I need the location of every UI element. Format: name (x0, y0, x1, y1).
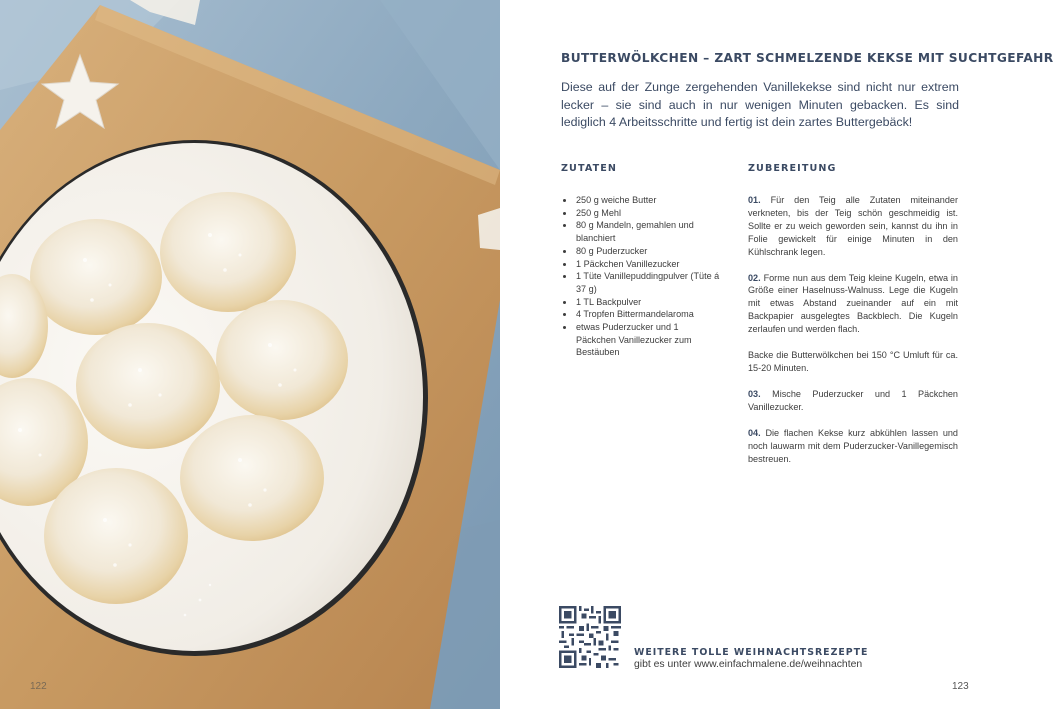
preparation-steps (748, 194, 958, 465)
preparation-step (748, 427, 958, 466)
ingredient-item: 80 g Puderzucker (561, 245, 721, 258)
preparation-heading: ZUBEREITUNG (748, 163, 837, 174)
ingredient-item: 1 Päckchen Vanillezucker (561, 258, 721, 271)
ingredients-column (561, 163, 721, 359)
right-page (500, 0, 1054, 709)
preparation-step (748, 349, 958, 375)
ingredient-item: 250 g Mehl (561, 207, 721, 220)
ingredient-item: etwas Puderzucker und 1 Päckchen Vanillezucker zum Bestäuben (561, 321, 721, 359)
step-number: 03. (748, 388, 761, 399)
preparation-step (748, 388, 958, 414)
ingredient-item: 1 TL Backpulver (561, 296, 721, 309)
footer-heading: WEITERE TOLLE WEIHNACHTSREZEPTE (634, 647, 869, 658)
ingredient-item: 80 g Mandeln, gemahlen und blanchiert (561, 219, 721, 244)
preparation-column (748, 163, 958, 478)
step-text: Forme nun aus dem Teig kleine Kugeln, etwa in Größe einer Haselnuss-Walnuss. Lege die Kugeln mit etwas Abstand zueinander auf ein mit Backpapier ausgelegtes Backblech. Die Kugeln zerlaufen und werden flach. (748, 272, 958, 335)
step-text: Backe die Butterwölkchen bei 150 °C Umluft für ca. 15-20 Minuten. (748, 350, 958, 373)
ingredients-list (561, 194, 721, 359)
qr-code-icon[interactable] (559, 606, 621, 668)
step-number: 04. (748, 427, 761, 438)
ingredient-item: 250 g weiche Butter (561, 194, 721, 207)
page-number-right: 123 (952, 681, 969, 692)
recipe-intro: Diese auf der Zunge zergehenden Vanillekekse sind nicht nur extrem lecker – sie sind auch in nur wenigen Minuten gebacken. Es sind lediglich 4 Arbeitsschritte und fertig ist dein zartes Buttergebäck! (561, 80, 959, 130)
preparation-step (748, 272, 958, 337)
step-text: Die flachen Kekse kurz abkühlen lassen und noch lauwarm mit dem Puderzucker-Vanillegemisch bestreuen. (748, 427, 958, 464)
ingredients-heading: ZUTATEN (561, 163, 618, 174)
recipe-title: BUTTERWÖLKCHEN – ZART SCHMELZENDE KEKSE MIT SUCHTGEFAHR (561, 51, 1054, 65)
step-text: Für den Teig alle Zutaten miteinander verkneten, bis der Teig schön geschmeidig ist. Sollte er zu weich geworden sein, kannst du ihn in Folie gewickelt für einige Minuten in den Kühlschrank legen. (748, 195, 958, 257)
cookie-photo (0, 0, 500, 709)
left-page (0, 0, 500, 709)
step-number: 01. (748, 195, 761, 205)
preparation-step (748, 194, 958, 259)
step-number: 02. (748, 272, 761, 283)
step-text: Mische Puderzucker und 1 Päckchen Vanillezucker. (748, 388, 958, 412)
page-number-left: 122 (30, 681, 47, 692)
footer-link-text[interactable]: gibt es unter www.einfachmalene.de/weihnachten (634, 659, 863, 670)
ingredient-item: 1 Tüte Vanillepuddingpulver (Tüte á 37 g) (561, 270, 721, 295)
ingredient-item: 4 Tropfen Bittermandelaroma (561, 308, 721, 321)
